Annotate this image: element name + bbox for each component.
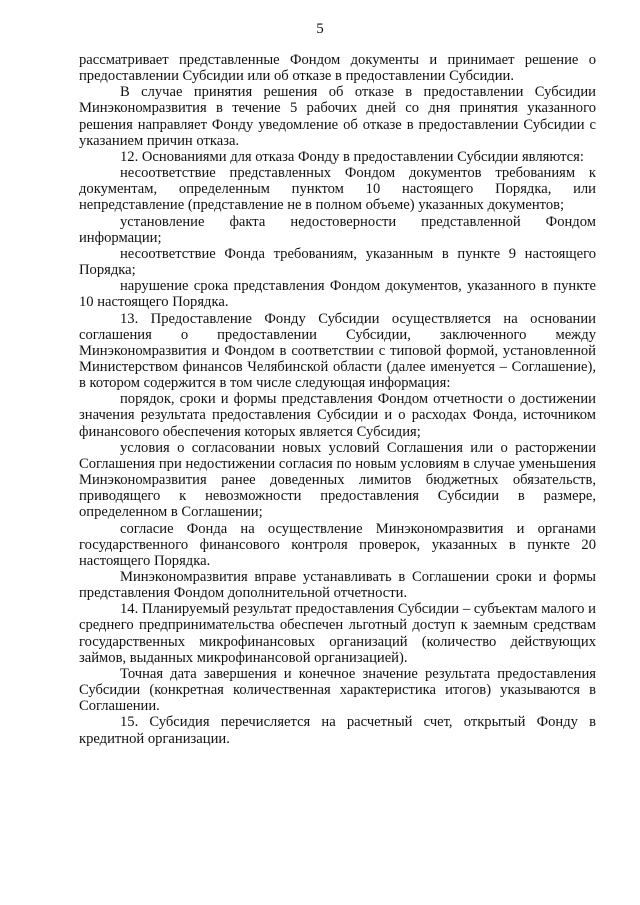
list-item: условия о согласовании новых условий Соглашения или о расторжении Соглашения при недостижении согласия по новым условиям в случае уменьшения Минэкономразвития ранее доведенных лимитов бюджетных обязательств, приводящего к невозможности предоставления Субсидии в размере, определенном в Соглашении; [79,439,596,521]
list-item: нарушение срока представления Фондом документов, указанного в пункте 10 настоящего Порядка. [79,278,596,311]
list-item: установление факта недостоверности представленной Фондом информации; [79,213,596,246]
list-item: согласие Фонда на осуществление Минэкономразвития и органами государственного финансового контроля проверок, указанных в пункте 20 настоящего Порядка. [79,520,596,569]
page-number: 5 [316,21,324,37]
paragraph: 13. Предоставление Фонду Субсидии осуществляется на основании соглашения о предоставлении Субсидии, заключенного между Минэкономразвития и Фондом в соответствии с типовой формой, установленной Министерством финансов Челябинской области (далее именуется – Соглашение), в котором содержится в том числе следующая информация: [79,310,596,392]
list-item: порядок, сроки и формы представления Фондом отчетности о достижении значения результата предоставления Субсидии и о расходах Фонда, источником финансового обеспечения которых является Субсидия; [79,391,596,440]
list-item: несоответствие Фонда требованиям, указанным в пункте 9 настоящего Порядка; [79,245,596,279]
paragraph: Минэкономразвития вправе устанавливать в Соглашении сроки и формы представления Фондом дополнительной отчетности. [79,569,596,602]
paragraph: 15. Субсидия перечисляется на расчетный счет, открытый Фонду в кредитной организации. [79,714,596,747]
paragraph: В случае принятия решения об отказе в предоставлении Субсидии Минэкономразвития в течение 5 рабочих дней со дня принятия указанного решения направляет Фонду уведомление об отказе в предоставлении Субсидии с указанием причин отказа. [79,84,596,149]
paragraph: 14. Планируемый результат предоставления Субсидии – субъектам малого и среднего предпринимательства обеспечен льготный доступ к заемным средствам государственных микрофинансовых организаций (количество действующих займов, выданных микрофинансовой организацией). [79,601,596,666]
paragraph: 12. Основаниями для отказа Фонду в предоставлении Субсидии являются: [120,148,584,165]
paragraph: Точная дата завершения и конечное значение результата предоставления Субсидии (конкретная количественная характеристика итогов) указываются в Соглашении. [79,665,596,715]
document-body [79,52,596,747]
list-item: несоответствие представленных Фондом документов требованиям к документам, определенным пунктом 10 настоящего Порядка, или непредставление (представление не в полном объеме) указанных документов; [79,165,596,214]
paragraph: рассматривает представленные Фондом документы и принимает решение о предоставлении Субсидии или об отказе в предоставлении Субсидии. [79,52,596,85]
